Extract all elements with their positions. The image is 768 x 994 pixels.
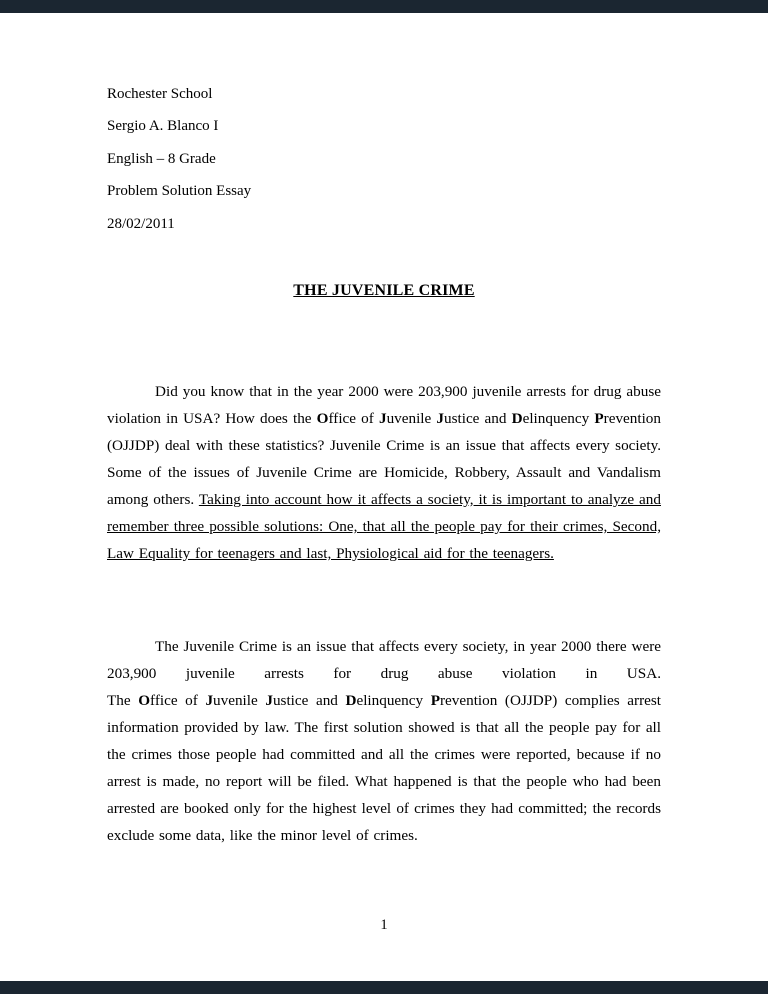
paragraph-body: The Office of Juvenile Justice and Delinquency Prevention (OJJDP) complies arrest information provided by law. The first solution showed is that all the people pay for all the crimes those people had committed and all the crimes were reported, because if no arrest is made, no report will be filed. What happened is that the people who had been arrested are booked only for the highest level of crimes they had committed; the records exclude some data, like the minor level of crimes. [107, 692, 662, 845]
author-name: Sergio A. Blanco I [107, 118, 219, 135]
paragraph-introduction: Did you know that in the year 2000 were 203,900 juvenile arrests for drug abuse violation in USA? How does the Office of Juvenile Justice and Delinquency Prevention (OJJDP) deal with these statistics? Juvenile Crime is an issue that affects every society. Some of the issues of Juvenile Crime are Homicide, Robbery, Assault and Vandalism among others. Taking into account how it affects a society, it is important to analyze and remember three possible solutions: One, that all the people pay for their crimes, Second, Law Equality for teenagers and last, Physiological aid for the teenagers. [107, 383, 661, 563]
course-grade: English – 8 Grade [107, 150, 216, 167]
date-line: 28/02/2011 [107, 215, 175, 232]
assignment-type: Problem Solution Essay [107, 183, 252, 200]
top-bar [0, 0, 768, 13]
page-content [107, 78, 661, 849]
bottom-bar [0, 981, 768, 994]
header-block [107, 78, 661, 240]
school-name: Rochester School [107, 86, 213, 102]
paragraph-body-lead: The Juvenile Crime is an issue that affects every society, in year 2000 there were 203,900 juvenile arrests for drug abuse violation in USA. [107, 638, 661, 683]
essay-title: THE JUVENILE CRIME [293, 282, 475, 300]
page-number: 1 [380, 917, 388, 933]
